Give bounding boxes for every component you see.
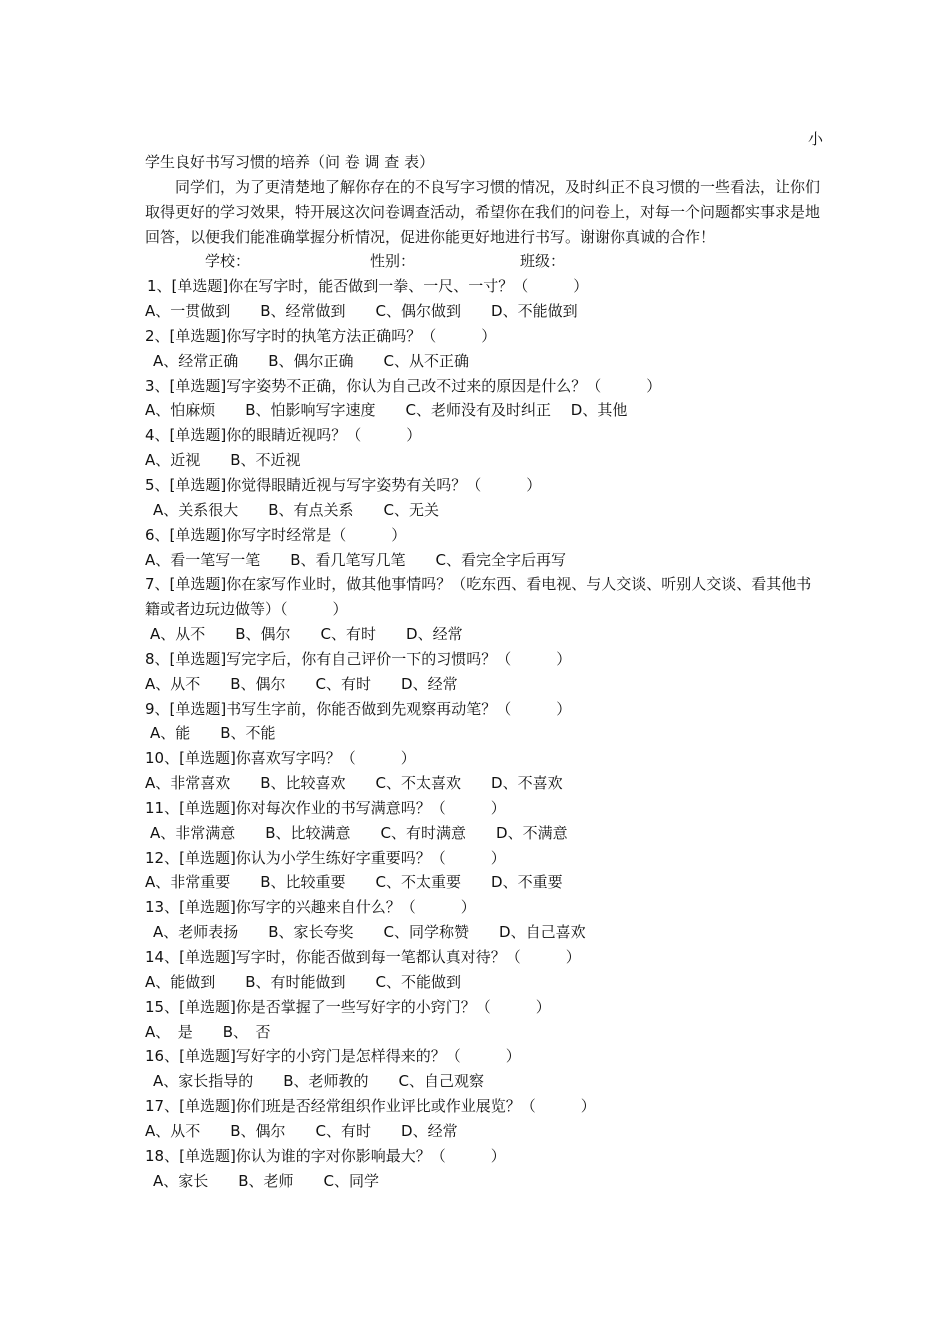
questionnaire <box>145 150 825 1193</box>
question-5: 5、[单选题]你觉得眼睛近视与写字姿势有关吗？（ ） <box>145 475 542 494</box>
question-1-options: A、一贯做到 B、经常做到 C、偶尔做到 D、不能做到 <box>145 302 578 321</box>
question-2-options: A、经常正确 B、偶尔正确 C、从不正确 <box>153 351 470 370</box>
info-fields <box>145 249 825 274</box>
gender-field-label: 性别： <box>370 252 416 271</box>
class-field-label: 班级： <box>520 252 566 271</box>
question-15-options: A、 是 B、 否 <box>145 1022 271 1041</box>
question-2: 2、[单选题]你写字时的执笔方法正确吗？（ ） <box>145 326 497 345</box>
document-title: 学生良好书写习惯的培养（问 卷 调 查 表） <box>145 153 435 171</box>
intro-paragraph: 同学们，为了更清楚地了解你存在的不良写字习惯的情况，及时纠正不良习惯的一些看法，让你们取得更好的学习效果，特开展这次问卷调查活动，希望你在我们的问卷上，对每一个问题都实事求是地回答，以便我们能准确掌握分析情况，促进你能更好地进行书写。谢谢你真诚的合作！ <box>145 177 821 246</box>
question-17: 17、[单选题]你们班是否经常组织作业评比或作业展览？（ ） <box>145 1097 596 1116</box>
question-18-options: A、家长 B、老师 C、同学 <box>153 1171 380 1190</box>
question-9-options: A、能 B、不能 <box>150 724 276 743</box>
question-13: 13、[单选题]你写字的兴趣来自什么？（ ） <box>145 898 476 917</box>
question-8-options: A、从不 B、偶尔 C、有时 D、经常 <box>145 674 458 693</box>
question-7: 7、[单选题]你在家写作业时，做其他事情吗？（吃东西、看电视、与人交谈、听别人交谈、看其他书籍或者边玩边做等）（ ） <box>145 575 812 619</box>
question-8: 8、[单选题]写完字后，你有自己评价一下的习惯吗？（ ） <box>145 649 572 668</box>
question-10: 10、[单选题]你喜欢写字吗？（ ） <box>145 749 416 768</box>
question-12: 12、[单选题]你认为小学生练好字重要吗？（ ） <box>145 848 506 867</box>
question-14: 14、[单选题]写字时，你能否做到每一笔都认真对待？（ ） <box>145 948 581 966</box>
question-15: 15、[单选题]你是否掌握了一些写好字的小窍门？（ ） <box>145 997 551 1016</box>
question-5-options: A、关系很大 B、有点关系 C、无关 <box>153 500 440 519</box>
question-6: 6、[单选题]你写字时经常是（ ） <box>145 525 407 544</box>
question-1: 1、[单选题]你在写字时，能否做到一拳、一尺、一寸？（ ） <box>147 277 589 296</box>
school-field-label: 学校： <box>205 252 251 271</box>
question-14-options: A、能做到 B、有时能做到 C、不能做到 <box>145 972 462 991</box>
question-9: 9、[单选题]书写生字前，你能否做到先观察再动笔？（ ） <box>145 699 572 718</box>
question-17-options: A、从不 B、偶尔 C、有时 D、经常 <box>145 1121 458 1140</box>
question-3: 3、[单选题]写字姿势不正确，你认为自己改不过来的原因是什么？（ ） <box>145 376 662 395</box>
question-4: 4、[单选题]你的眼睛近视吗？（ ） <box>145 426 422 445</box>
question-16-options: A、家长指导的 B、老师教的 C、自己观察 <box>153 1072 485 1091</box>
question-10-options: A、非常喜欢 B、比较喜欢 C、不太喜欢 D、不喜欢 <box>145 774 563 793</box>
question-4-options: A、近视 B、不近视 <box>145 451 301 470</box>
question-7-options: A、从不 B、偶尔 C、有时 D、经常 <box>150 625 463 644</box>
question-12-options: A、非常重要 B、比较重要 C、不太重要 D、不重要 <box>145 873 563 892</box>
question-3-options: A、怕麻烦 B、怕影响写字速度 C、老师没有及时纠正 D、其他 <box>145 401 628 420</box>
question-11: 11、[单选题]你对每次作业的书写满意吗？（ ） <box>145 798 506 817</box>
question-18: 18、[单选题]你认为谁的字对你影响最大？（ ） <box>145 1146 506 1165</box>
question-11-options: A、非常满意 B、比较满意 C、有时满意 D、不满意 <box>150 823 568 842</box>
question-16: 16、[单选题]写好字的小窍门是怎样得来的？（ ） <box>145 1047 521 1066</box>
question-6-options: A、看一笔写一笔 B、看几笔写几笔 C、看完全字后再写 <box>145 550 567 569</box>
question-13-options: A、老师表扬 B、家长夸奖 C、同学称赞 D、自己喜欢 <box>153 923 586 942</box>
corner-text: 小 <box>808 130 824 148</box>
